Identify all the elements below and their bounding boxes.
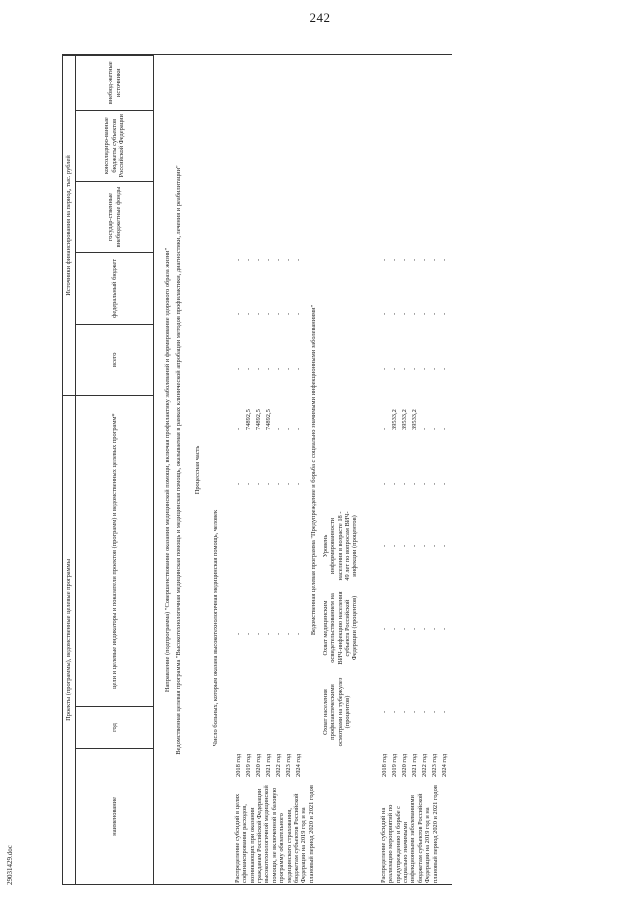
federal-cell: 39533,2 — [391, 409, 398, 430]
state-funds-cell: - — [441, 367, 448, 370]
program2-name: Распределение субсидий на реализацию мероприятий по предупреждению и борьбе с социально значимыми инфекционными заболеваниями бюджетам субъектов Российской Федерации на 2019 год и на плановый период 2020 и 2021 годов — [380, 785, 439, 883]
indicator2-cell: - — [421, 627, 428, 630]
federal-cell: 39533,2 — [411, 409, 418, 430]
consolidated-cell: - — [255, 312, 262, 315]
indicator1-cell: - — [411, 710, 418, 713]
total-cell: - — [285, 482, 292, 485]
year-cell: 2019 год — [391, 753, 398, 777]
indicator-cell: - — [255, 632, 262, 635]
state-funds-cell: - — [431, 367, 438, 370]
indicator-cell: - — [245, 632, 252, 635]
program2-ind2-head: Охват медицинским освидетельствованием на ВИЧ-инфекцию населения субъекта Российской Федерации (процентов) — [322, 591, 359, 665]
table-row — [254, 55, 263, 885]
federal-cell: - — [431, 427, 438, 430]
program2-ind3-head: Уровень информированности населения в возрасте 18 - 49 лет по вопросам ВИЧ-инфекции (процентов) — [322, 511, 359, 581]
consolidated-cell: - — [245, 312, 252, 315]
table-row — [244, 55, 253, 885]
offbudget-cell: - — [285, 258, 292, 261]
state-funds-cell: - — [265, 367, 272, 370]
federal-cell: - — [235, 427, 242, 430]
offbudget-cell: - — [441, 258, 448, 261]
direction-heading: Направление (подпрограмма) "Совершенствование оказания медицинской помощи, включая профилактику заболеваний и формирование здорового образа жизни" — [164, 247, 171, 693]
consolidated-cell: - — [421, 312, 428, 315]
consolidated-cell: - — [295, 312, 302, 315]
consolidated-cell: - — [235, 312, 242, 315]
consolidated-cell: - — [411, 312, 418, 315]
total-cell: - — [421, 482, 428, 485]
year-cell: 2022 год — [421, 753, 428, 777]
offbudget-cell: - — [255, 258, 262, 261]
year-cell: 2020 год — [401, 753, 408, 777]
total-cell: - — [391, 482, 398, 485]
indicator1-cell: - — [391, 710, 398, 713]
state-funds-cell: - — [411, 367, 418, 370]
header-offbudget: внебюд-жетные источники — [76, 56, 154, 111]
federal-cell: - — [421, 427, 428, 430]
offbudget-cell: - — [381, 258, 388, 261]
header-year: год — [76, 707, 154, 749]
table-row — [284, 55, 293, 885]
header-consolidated: консолидиро-ванные бюджеты субъектов Российской Федерации — [76, 110, 154, 181]
federal-cell: 74892,5 — [245, 409, 252, 430]
offbudget-cell: - — [245, 258, 252, 261]
table-row — [440, 55, 449, 885]
document-id: 29031429.doc — [6, 845, 14, 885]
header-sources: Источники финансирования на период, тыс. рублей — [63, 56, 76, 396]
total-cell: - — [235, 482, 242, 485]
indicator1-cell: - — [401, 710, 408, 713]
program2-title: Ведомственная целевая программа "Предупреждение и борьба с социально значимыми инфекционными заболеваниями" — [310, 304, 317, 636]
consolidated-cell: - — [401, 312, 408, 315]
total-cell: - — [255, 482, 262, 485]
table-row — [420, 55, 429, 885]
indicator1-cell: - — [441, 710, 448, 713]
indicator-cell: - — [235, 632, 242, 635]
total-cell: - — [401, 482, 408, 485]
total-cell: - — [295, 482, 302, 485]
year-cell: 2019 год — [245, 753, 252, 777]
total-cell: - — [245, 482, 252, 485]
indicator-cell: - — [295, 632, 302, 635]
table-row — [264, 55, 273, 885]
table-row — [274, 55, 283, 885]
table-row — [380, 55, 389, 885]
table-row — [294, 55, 303, 885]
indicator3-cell: - — [411, 544, 418, 547]
header-indicators: цели и целевые индикаторы и показатели проектов (программ) и ведомственных целевых программ* — [76, 395, 154, 706]
header-projects: Проекты (программы), ведомственные целевые программы — [63, 395, 76, 884]
indicator3-cell: - — [421, 544, 428, 547]
program1-name: Распределение субсидий в целях софинансирования расходов, возникающих при оказании гражданам Российской Федерации высокотехнологичной медицинской помощи, не включенной в базовую программу обязательного медицинского страхования, бюджетам субъектов Российской Федерации на 2019 год и на плановый период 2020 и 2021 годов — [234, 785, 315, 883]
left-border — [62, 884, 452, 885]
year-cell: 2020 год — [255, 753, 262, 777]
header-total: всего — [76, 324, 154, 395]
header-table — [62, 55, 154, 885]
consolidated-cell: - — [431, 312, 438, 315]
state-funds-cell: - — [295, 367, 302, 370]
consolidated-cell: - — [381, 312, 388, 315]
offbudget-cell: - — [431, 258, 438, 261]
offbudget-cell: - — [391, 258, 398, 261]
total-cell: - — [381, 482, 388, 485]
total-cell: - — [411, 482, 418, 485]
year-cell: 2023 год — [431, 753, 438, 777]
year-cell: 2024 год — [295, 753, 302, 777]
state-funds-cell: - — [285, 367, 292, 370]
federal-cell: - — [381, 427, 388, 430]
header-state-funds: государ-ственные внебюджетные фонды — [76, 181, 154, 252]
offbudget-cell: - — [295, 258, 302, 261]
year-cell: 2023 год — [285, 753, 292, 777]
program1-indicator-head: Число больных, которым оказана высокотехнологичная медицинская помощь, человек — [212, 509, 219, 747]
offbudget-cell: - — [275, 258, 282, 261]
table-row — [390, 55, 399, 885]
page-number: 242 — [309, 10, 331, 25]
federal-cell: 39533,2 — [401, 409, 408, 430]
total-cell: - — [441, 482, 448, 485]
total-cell: - — [265, 482, 272, 485]
year-cell: 2024 год — [441, 753, 448, 777]
year-cell: 2018 год — [235, 753, 242, 777]
indicator2-cell: - — [401, 627, 408, 630]
offbudget-cell: - — [411, 258, 418, 261]
federal-cell: 74892,5 — [265, 409, 272, 430]
state-funds-cell: - — [401, 367, 408, 370]
state-funds-cell: - — [391, 367, 398, 370]
year-cell: 2021 год — [265, 753, 272, 777]
federal-cell: 74892,5 — [255, 409, 262, 430]
indicator2-cell: - — [381, 627, 388, 630]
program2-ind1-head: Охват населения профилактическими осмотрами на туберкулез (процентов) — [322, 677, 352, 747]
total-cell: - — [275, 482, 282, 485]
consolidated-cell: - — [391, 312, 398, 315]
header-federal: федеральный бюджет — [76, 253, 154, 324]
indicator2-cell: - — [411, 627, 418, 630]
federal-cell: - — [441, 427, 448, 430]
indicator1-cell: - — [431, 710, 438, 713]
indicator-cell: - — [285, 632, 292, 635]
consolidated-cell: - — [275, 312, 282, 315]
program1-process-part: Процессная часть — [194, 445, 201, 495]
indicator3-cell: - — [401, 544, 408, 547]
state-funds-cell: - — [245, 367, 252, 370]
header-name: наименование — [76, 748, 154, 884]
indicator2-cell: - — [431, 627, 438, 630]
year-cell: 2021 год — [411, 753, 418, 777]
year-cell: 2018 год — [381, 753, 388, 777]
table-row — [400, 55, 409, 885]
table-row — [234, 55, 243, 885]
indicator3-cell: - — [391, 544, 398, 547]
indicator2-cell: - — [441, 627, 448, 630]
indicator3-cell: - — [431, 544, 438, 547]
right-border — [62, 54, 452, 55]
table-row — [410, 55, 419, 885]
state-funds-cell: - — [381, 367, 388, 370]
state-funds-cell: - — [235, 367, 242, 370]
state-funds-cell: - — [255, 367, 262, 370]
offbudget-cell: - — [265, 258, 272, 261]
program1-title: Ведомственная целевая программа "Высокотехнологичная медицинская помощь и медицинская помощь, оказываемая в рамках клинической апробации методов профилактики, диагностики, лечения и реабилитации" — [175, 165, 182, 755]
consolidated-cell: - — [441, 312, 448, 315]
consolidated-cell: - — [285, 312, 292, 315]
state-funds-cell: - — [275, 367, 282, 370]
indicator1-cell: - — [421, 710, 428, 713]
offbudget-cell: - — [421, 258, 428, 261]
indicator2-cell: - — [391, 627, 398, 630]
indicator1-cell: - — [381, 710, 388, 713]
indicator3-cell: - — [381, 544, 388, 547]
state-funds-cell: - — [421, 367, 428, 370]
offbudget-cell: - — [401, 258, 408, 261]
federal-cell: - — [295, 427, 302, 430]
rotated-table-sheet — [62, 35, 622, 885]
offbudget-cell: - — [235, 258, 242, 261]
year-cell: 2022 год — [275, 753, 282, 777]
indicator-cell: - — [265, 632, 272, 635]
table-row — [430, 55, 439, 885]
consolidated-cell: - — [265, 312, 272, 315]
federal-cell: - — [285, 427, 292, 430]
federal-cell: - — [275, 427, 282, 430]
indicator-cell: - — [275, 632, 282, 635]
indicator3-cell: - — [441, 544, 448, 547]
total-cell: - — [431, 482, 438, 485]
